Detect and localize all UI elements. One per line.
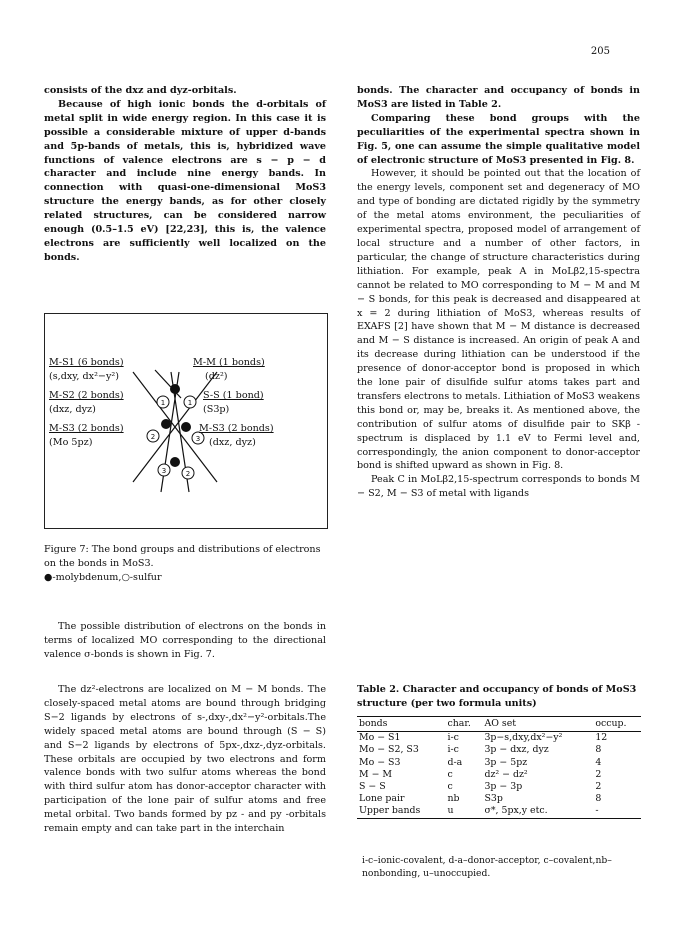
molybdenum-atom — [170, 457, 180, 467]
table-row — [357, 793, 641, 805]
svg-text:3: 3 — [161, 467, 167, 475]
table-cell: 2 — [595, 781, 602, 793]
label-m-s1-orbitals: (s,dxy, dx²−y²) — [49, 371, 119, 382]
paragraph: Comparing these bond groups with the peculiarities of the experimental spectra shown in Fig. 5, one can assume the simple qualitative model of electronic structure of MoS3 presented in Fig. 8. — [357, 112, 640, 166]
paragraph: consists of the dxz and dyz-orbitals. — [44, 85, 237, 96]
svg-text:1: 1 — [160, 399, 166, 407]
table-2 — [357, 716, 641, 819]
label-m-s2: M-S2 (2 bonds) — [49, 390, 124, 401]
left-column-top — [44, 84, 326, 265]
table-cell: 8 — [595, 793, 602, 805]
label-m-s3-right: M-S3 (2 bonds) — [199, 423, 274, 434]
table-cell: Lone pair — [359, 793, 405, 805]
table-cell: c — [447, 768, 453, 780]
bond-diagram — [45, 314, 327, 528]
figure-caption — [44, 543, 326, 585]
table-row — [357, 769, 641, 781]
label-s-s: S-S (1 bond) — [203, 390, 264, 401]
paragraph: Peak C in MoLβ2,15-spectrum corresponds to bonds M − S2, M − S3 of metal with ligands — [357, 474, 640, 500]
table-cell: 3p−s,dxy,dx²−y² — [484, 732, 563, 744]
label-m-s3-orbitals: (Mo 5pz) — [49, 437, 93, 448]
table-cell: dz² − dz² — [484, 768, 528, 780]
table-row — [357, 805, 641, 818]
label-m-s3: M-S3 (2 bonds) — [49, 423, 124, 434]
table-cell: S − S — [359, 781, 386, 793]
table-row — [357, 757, 641, 769]
left-column-bottom — [44, 683, 326, 836]
table-cell: M − M — [359, 768, 393, 780]
svg-text:1: 1 — [187, 399, 193, 407]
table-note: i-c–ionic-covalent, d-a–donor-acceptor, c–covalent,nb–nonbonding, u–unoccupied. — [362, 855, 612, 879]
svg-text:2: 2 — [185, 470, 191, 478]
column-header: AO set — [482, 717, 593, 732]
figure-7 — [44, 313, 328, 529]
page-number: 205 — [590, 46, 610, 57]
paragraph: bonds. The character and occupancy of bonds in MoS3 are listed in Table 2. — [357, 85, 640, 110]
table-cell: nb — [447, 793, 460, 805]
table-header-row — [357, 717, 641, 732]
table-cell: - — [593, 805, 641, 818]
table-cell: σ*, 5px,y etc. — [482, 805, 593, 818]
molybdenum-atom — [161, 419, 171, 429]
table-row — [357, 781, 641, 793]
left-column-middle — [44, 620, 326, 662]
molybdenum-atom — [170, 384, 180, 394]
table-cell: 12 — [595, 732, 608, 744]
caption-text: Figure 7: The bond groups and distributions of electrons on the bonds in MoS3. — [44, 544, 321, 569]
molybdenum-atom — [181, 422, 191, 432]
paragraph: The dz²-electrons are localized on M − M bonds. The closely-spaced metal atoms are bound through bridging S−2 ligands by electrons of s-,dxy-,dx²−y²-orbitals.The widely spaced metal atoms are bound through (S − S) and S−2 ligands by electrons of 5px-,dxz-,dyz-orbitals. These orbitals are occupied by two electrons and form valence bonds with two sulfur atoms whereas the bond with third sulfur atom has donor-acceptor character with participation of the lone pair of sulfur atoms and free metal orbital. Two bands formed by pz - and py -orbitals remain empty and can take part in the interchain — [44, 684, 326, 835]
column-header: char. — [446, 717, 483, 732]
svg-text:3: 3 — [195, 435, 201, 443]
label-s-s-orbitals: (S3p) — [203, 404, 230, 415]
table-cell: 2 — [595, 768, 602, 780]
table-cell: Mo − S1 — [359, 732, 401, 744]
label-m-m: M-M (1 bonds) — [193, 357, 265, 368]
svg-text:2: 2 — [150, 433, 156, 441]
table-cell: 3p − 5pz — [484, 756, 528, 768]
right-column — [357, 84, 640, 501]
table-cell: 3p − dxz, dyz — [484, 744, 549, 756]
table-cell: 4 — [595, 756, 602, 768]
label-m-s3-right-orbitals: (dxz, dyz) — [209, 437, 256, 448]
table-cell: Upper bands — [357, 805, 446, 818]
table-cell: d-a — [447, 756, 463, 768]
table-cell: i-c — [447, 744, 459, 756]
table-cell: c — [447, 781, 453, 793]
table-caption: Table 2. Character and occupancy of bonds of MoS3 structure (per two formula units) — [357, 684, 637, 709]
paragraph: Because of high ionic bonds the d-orbitals of metal split in wide energy region. In this case it is possible a considerable mixture of upper d-bands and 5p-bands of metals, this is, hybridized wave functions of valence electrons are s − p − d character and include nine energy bands. In connection with quasi-one-dimensional MoS3 structure the energy bands, as for other closely related structures, can be considered narrow enough (0.5–1.5 eV) [22,23], this is, the valence electrons are sufficiently well localized on the bonds. — [44, 98, 326, 263]
table-row — [357, 744, 641, 756]
column-header: occup. — [593, 717, 641, 732]
caption-legend: ●-molybdenum,○-sulfur — [44, 571, 162, 583]
label-m-s1: M-S1 (6 bonds) — [49, 357, 124, 368]
table-cell: Mo − S2, S3 — [359, 744, 419, 756]
table-cell: u — [446, 805, 483, 818]
table-cell: Mo − S3 — [359, 756, 401, 768]
table-cell: S3p — [484, 793, 503, 805]
table-cell: 3p − 3p — [484, 781, 523, 793]
table-cell: 8 — [595, 744, 602, 756]
paragraph: The possible distribution of electrons on the bonds in terms of localized MO corresponding to the directional valence σ-bonds is shown in Fig. 7. — [44, 621, 326, 660]
table-cell: i-c — [447, 732, 459, 744]
label-m-s2-orbitals: (dxz, dyz) — [49, 404, 96, 415]
table-row — [357, 732, 641, 745]
paragraph: However, it should be pointed out that the location of the energy levels, component set and degeneracy of MO and type of bonding are dictated rigidly by the symmetry of the metal atoms environment, the peculiarities of experimental spectra, proposed model of arrangement of local structure and a number of other factors, in particular, the change of structure characteristics during lithiation. For example, peak A in MoLβ2,15-spectra cannot be related to MO corresponding to M − M and M − S bonds, for this peak is decreased and disappeared at x = 2 during lithiation of MoS3, whereas results of EXAFS [2] have shown that M − M distance is decreased and M − S distance is increased. An origin of peak A and its decrease during lithiation can be understood if the presence of donor-acceptor bond is proposed in which the lone pair of disulfide sulfur atoms takes part and transfers electrons to metals. Lithiation of MoS3 weakens this bond or, may be, breaks it. As mentioned above, the contribution of sulfur atoms of disulfide pair to SKβ -spectrum is displaced by 1.1 eV to Fermi level and, correspondingly, the anion component to donor-acceptor bond is shifted upward as shown in Fig. 8. — [357, 168, 640, 472]
column-header: bonds — [357, 717, 446, 732]
label-m-m-orbitals: (dz²) — [205, 371, 228, 382]
